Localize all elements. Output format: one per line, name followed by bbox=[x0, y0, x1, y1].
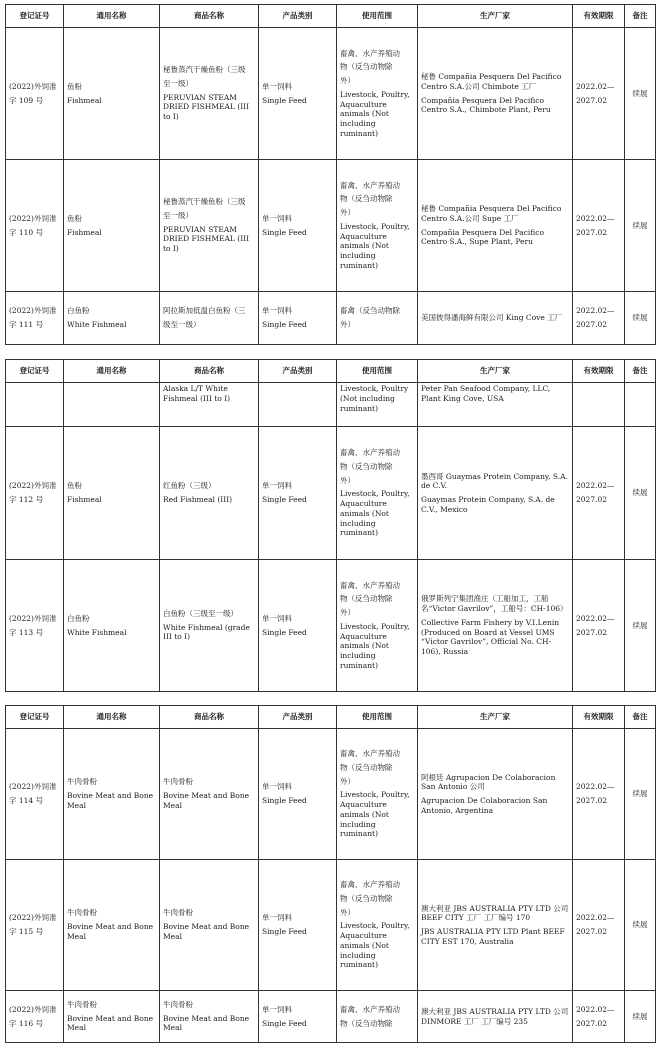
table-row bbox=[6, 292, 656, 345]
manufacturer-cell: 澳大利亚 JBS AUSTRALIA PTY LTD 公司 BEEF CITY 工厂 工厂编号 170 JBS AUSTRALIA PTY LTD Plant BEEF CITY EST 170, Australia bbox=[418, 860, 573, 991]
header-validity: 有效期限 bbox=[573, 5, 625, 28]
header-manufacturer: 生产厂家 bbox=[418, 706, 573, 729]
header-reg-no: 登记证号 bbox=[6, 5, 64, 28]
reg-no-cell: (2022)外饲准 字 115 号 bbox=[6, 860, 64, 991]
table-row bbox=[6, 860, 656, 991]
validity-cell: 2022.02— 2027.02 bbox=[573, 991, 625, 1043]
remark-cell: 续展 bbox=[625, 991, 656, 1043]
registration-table-1 bbox=[5, 4, 656, 345]
generic-name-cell: 鱼粉 Fishmeal bbox=[64, 28, 160, 160]
header-trade-name: 商品名称 bbox=[160, 360, 259, 383]
table-row bbox=[6, 427, 656, 560]
header-scope: 使用范围 bbox=[337, 5, 418, 28]
category-cell: 单一饲料 Single Feed bbox=[259, 560, 337, 692]
header-generic-name: 通用名称 bbox=[64, 706, 160, 729]
trade-name-cell: 牛肉骨粉 Bovine Meat and Bone Meal bbox=[160, 991, 259, 1043]
trade-name-cell: 秘鲁蒸汽干燥鱼粉（三级 至一级） PERUVIAN STEAM DRIED FISHMEAL (III to I) bbox=[160, 28, 259, 160]
scope-cell: 畜禽、水产养殖动 物（反刍动物除 外） Livestock, Poultry, Aquaculture animals (Not including ruminant) bbox=[337, 160, 418, 292]
manufacturer-cell: 秘鲁 Compañia Pesquera Del Pacifico Centro S.A.公司 Supe 工厂 Compañia Pesquera Del Pacifico Centro S.A., Supe Plant, Peru bbox=[418, 160, 573, 292]
generic-name-cell bbox=[64, 383, 160, 427]
header-validity: 有效期限 bbox=[573, 360, 625, 383]
category-cell: 单一饲料 Single Feed bbox=[259, 292, 337, 345]
registration-table-3 bbox=[5, 705, 656, 1043]
trade-name-cell: 白鱼粉（三级至一级） White Fishmeal (grade III to I) bbox=[160, 560, 259, 692]
table-row bbox=[6, 28, 656, 160]
category-cell: 单一饲料 Single Feed bbox=[259, 991, 337, 1043]
reg-no-cell: (2022)外饲准 字 113 号 bbox=[6, 560, 64, 692]
manufacturer-cell: 澳大利亚 JBS AUSTRALIA PTY LTD 公司 DINMORE 工厂 工厂编号 235 bbox=[418, 991, 573, 1043]
header-generic-name: 通用名称 bbox=[64, 360, 160, 383]
validity-cell: 2022.02— 2027.02 bbox=[573, 860, 625, 991]
scope-cell: 畜禽（反刍动物除 外） bbox=[337, 292, 418, 345]
reg-no-cell bbox=[6, 383, 64, 427]
scope-cell: 畜禽、水产养殖动 物（反刍动物除 bbox=[337, 991, 418, 1043]
trade-name-cell: 牛肉骨粉 Bovine Meat and Bone Meal bbox=[160, 860, 259, 991]
validity-cell: 2022.02— 2027.02 bbox=[573, 28, 625, 160]
manufacturer-cell: 美国彼得潘海鲜有限公司 King Cove 工厂 bbox=[418, 292, 573, 345]
reg-no-cell: (2022)外饲准 字 110 号 bbox=[6, 160, 64, 292]
header-remark: 备注 bbox=[625, 360, 656, 383]
header-row bbox=[6, 706, 656, 729]
scope-cell: 畜禽、水产养殖动 物（反刍动物除 外） Livestock, Poultry, Aquaculture animals (Not including ruminant) bbox=[337, 729, 418, 860]
manufacturer-cell: 阿根廷 Agrupacion De Colaboracion San Antonio 公司 Agrupacion De Colaboracion San Antonio, Argentina bbox=[418, 729, 573, 860]
header-generic-name: 通用名称 bbox=[64, 5, 160, 28]
remark-cell: 续展 bbox=[625, 560, 656, 692]
header-row bbox=[6, 360, 656, 383]
remark-cell: 续展 bbox=[625, 28, 656, 160]
category-cell: 单一饲料 Single Feed bbox=[259, 729, 337, 860]
category-cell: 单一饲料 Single Feed bbox=[259, 427, 337, 560]
trade-name-cell: 牛肉骨粉 Bovine Meat and Bone Meal bbox=[160, 729, 259, 860]
table-row bbox=[6, 729, 656, 860]
generic-name-cell: 白鱼粉 White Fishmeal bbox=[64, 292, 160, 345]
trade-name-cell: Alaska L/T White Fishmeal (III to I) bbox=[160, 383, 259, 427]
header-trade-name: 商品名称 bbox=[160, 706, 259, 729]
continuation-row bbox=[6, 383, 656, 427]
table-row bbox=[6, 991, 656, 1043]
generic-name-cell: 牛肉骨粉 Bovine Meat and Bone Meal bbox=[64, 991, 160, 1043]
generic-name-cell: 鱼粉 Fishmeal bbox=[64, 160, 160, 292]
manufacturer-cell: 墨西哥 Guaymas Protein Company, S.A. de C.V. Guaymas Protein Company, S.A. de C.V., Mexico bbox=[418, 427, 573, 560]
header-validity: 有效期限 bbox=[573, 706, 625, 729]
remark-cell: 续展 bbox=[625, 729, 656, 860]
remark-cell: 续展 bbox=[625, 160, 656, 292]
header-scope: 使用范围 bbox=[337, 360, 418, 383]
remark-cell: 续展 bbox=[625, 292, 656, 345]
header-category: 产品类别 bbox=[259, 5, 337, 28]
manufacturer-cell: Peter Pan Seafood Company, LLC, Plant King Cove, USA bbox=[418, 383, 573, 427]
generic-name-cell: 牛肉骨粉 Bovine Meat and Bone Meal bbox=[64, 729, 160, 860]
reg-no-cell: (2022)外饲准 字 114 号 bbox=[6, 729, 64, 860]
remark-cell bbox=[625, 383, 656, 427]
validity-cell: 2022.02— 2027.02 bbox=[573, 160, 625, 292]
reg-no-cell: (2022)外饲准 字 116 号 bbox=[6, 991, 64, 1043]
trade-name-cell: 红鱼粉（三级） Red Fishmeal (III) bbox=[160, 427, 259, 560]
header-trade-name: 商品名称 bbox=[160, 5, 259, 28]
generic-name-cell: 牛肉骨粉 Bovine Meat and Bone Meal bbox=[64, 860, 160, 991]
validity-cell: 2022.02— 2027.02 bbox=[573, 729, 625, 860]
remark-cell: 续展 bbox=[625, 860, 656, 991]
generic-name-cell: 鱼粉 Fishmeal bbox=[64, 427, 160, 560]
validity-cell bbox=[573, 383, 625, 427]
category-cell: 单一饲料 Single Feed bbox=[259, 860, 337, 991]
category-cell: 单一饲料 Single Feed bbox=[259, 28, 337, 160]
scope-cell: Livestock, Poultry (Not including ruminant) bbox=[337, 383, 418, 427]
trade-name-cell: 秘鲁蒸汽干燥鱼粉（三级 至一级） PERUVIAN STEAM DRIED FISHMEAL (III to I) bbox=[160, 160, 259, 292]
manufacturer-cell: 秘鲁 Compañia Pesquera Del Pacifico Centro S.A.公司 Chimbote 工厂 Compañia Pesquera Del Pacifico Centro S.A., Chimbote Plant, Peru bbox=[418, 28, 573, 160]
scope-cell: 畜禽、水产养殖动 物（反刍动物除 外） Livestock, Poultry, Aquaculture animals (Not including ruminant) bbox=[337, 28, 418, 160]
scope-cell: 畜禽、水产养殖动 物（反刍动物除 外） Livestock, Poultry, Aquaculture animals (Not including ruminant) bbox=[337, 427, 418, 560]
trade-name-cell: 阿拉斯加低温白鱼粉（三 级至一级） bbox=[160, 292, 259, 345]
header-scope: 使用范围 bbox=[337, 706, 418, 729]
header-manufacturer: 生产厂家 bbox=[418, 5, 573, 28]
scope-cell: 畜禽、水产养殖动 物（反刍动物除 外） Livestock, Poultry, Aquaculture animals (Not including ruminant) bbox=[337, 860, 418, 991]
reg-no-cell: (2022)外饲准 字 111 号 bbox=[6, 292, 64, 345]
header-reg-no: 登记证号 bbox=[6, 706, 64, 729]
validity-cell: 2022.02— 2027.02 bbox=[573, 560, 625, 692]
registration-table-2 bbox=[5, 359, 656, 692]
reg-no-cell: (2022)外饲准 字 109 号 bbox=[6, 28, 64, 160]
reg-no-cell: (2022)外饲准 字 112 号 bbox=[6, 427, 64, 560]
header-remark: 备注 bbox=[625, 5, 656, 28]
generic-name-cell: 白鱼粉 White Fishmeal bbox=[64, 560, 160, 692]
table-row bbox=[6, 560, 656, 692]
category-cell bbox=[259, 383, 337, 427]
scope-cell: 畜禽、水产养殖动 物（反刍动物除 外） Livestock, Poultry, Aquaculture animals (Not including ruminant) bbox=[337, 560, 418, 692]
manufacturer-cell: 俄罗斯列宁集团渔庄（工船加工，工船名“Victor Gavrilov”，工船号：CH-106） Collective Farm Fishery by V.I.Lenin (Produced on Board at Vessel UMS “Victor Gavrilov”, Official No. CH-106), Russia bbox=[418, 560, 573, 692]
validity-cell: 2022.02— 2027.02 bbox=[573, 427, 625, 560]
header-reg-no: 登记证号 bbox=[6, 360, 64, 383]
validity-cell: 2022.02— 2027.02 bbox=[573, 292, 625, 345]
header-manufacturer: 生产厂家 bbox=[418, 360, 573, 383]
header-row bbox=[6, 5, 656, 28]
remark-cell: 续展 bbox=[625, 427, 656, 560]
header-category: 产品类别 bbox=[259, 706, 337, 729]
header-category: 产品类别 bbox=[259, 360, 337, 383]
category-cell: 单一饲料 Single Feed bbox=[259, 160, 337, 292]
header-remark: 备注 bbox=[625, 706, 656, 729]
table-row bbox=[6, 160, 656, 292]
